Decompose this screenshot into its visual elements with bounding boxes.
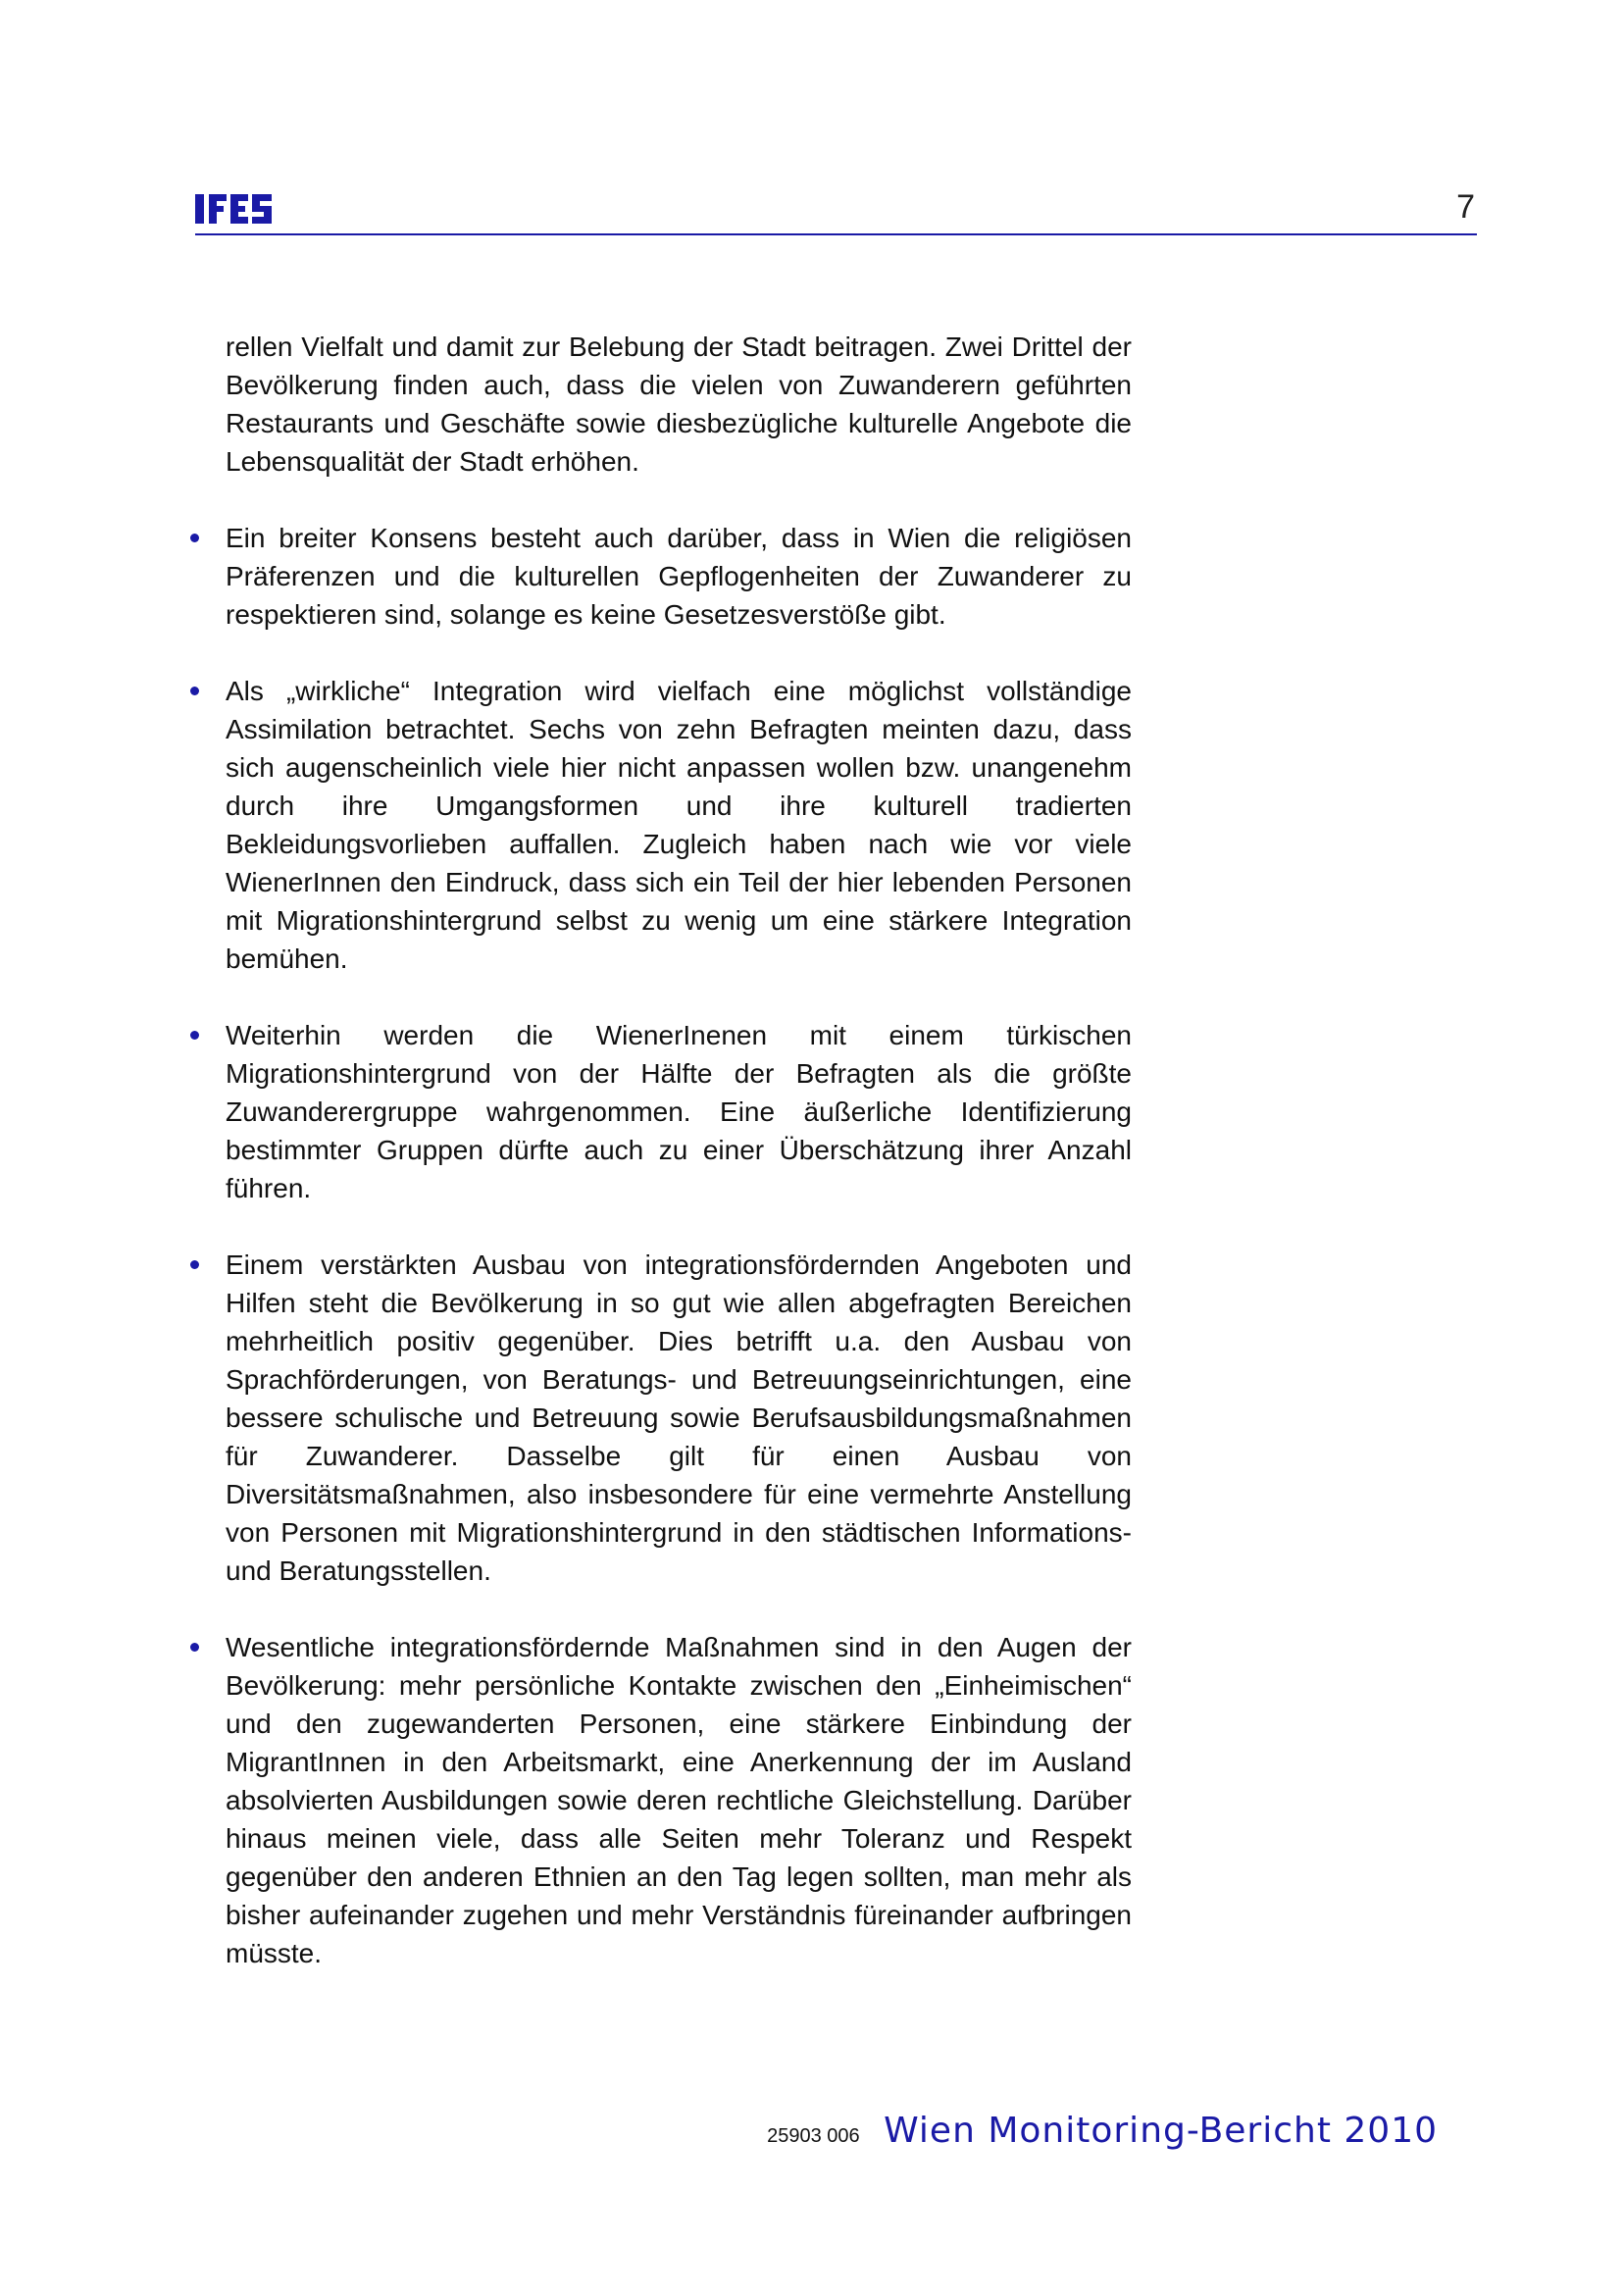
bullet-text: Wesentliche integrationsfördernde Maßnahmen sind in den Augen der Bevölkerung: mehr persönliche Kontakte zwischen den „Einheimischen“ und den zugewanderten Personen, eine stärkere Einbindung der MigrantInnen in den Arbeitsmarkt, eine Anerkennung der im Ausland absolvierten Ausbildungen sowie deren rechtliche Gleichstellung. Darüber hinaus meinen viele, dass alle Seiten mehr Toleranz und Respekt gegenüber den anderen Ethnien an den Tag legen sollten, man mehr als bisher aufeinander zugehen und mehr Verständnis füreinander aufbringen müsste. (226, 1632, 1132, 1968)
bullet-item (226, 1016, 1132, 1207)
bullet-item (226, 1246, 1132, 1590)
bullet-item (226, 519, 1132, 634)
bullet-text: Als „wirkliche“ Integration wird vielfach eine möglichst vollständige Assimilation betrachtet. Sechs von zehn Befragten meinten dazu, dass sich augenscheinlich viele hier nicht anpassen wollen bzw. unangenehm durch ihre Umgangsformen und ihre kulturell tradierten Bekleidungsvorlieben auffallen. Zugleich haben nach wie vor viele WienerInnen den Eindruck, dass sich ein Teil der hier lebenden Personen mit Migrationshintergrund selbst zu wenig um eine stärkere Integration bemühen. (226, 676, 1132, 974)
page-header (195, 188, 1477, 235)
bullet-icon (190, 1260, 199, 1269)
bullet-text: Einem verstärkten Ausbau von integrationsfördernden Angeboten und Hilfen steht die Bevölkerung in so gut wie allen abgefragten Bereichen mehrheitlich positiv gegenüber. Dies betrifft u.a. den Ausbau von Sprachförderungen, von Beratungs- und Betreuungseinrichtungen, eine bessere schulische und Betreuung sowie Berufsausbildungsmaßnahmen für Zuwanderer. Dasselbe gilt für einen Ausbau von Diversitätsmaßnahmen, also insbesondere für eine vermehrte Anstellung von Personen mit Migrationshintergrund in den städtischen Informations- und Beratungsstellen. (226, 1249, 1132, 1586)
bullet-item (226, 1628, 1132, 1972)
bullet-text: Ein breiter Konsens besteht auch darüber, dass in Wien die religiösen Präferenzen und die kulturellen Gepflogenheiten der Zuwanderer zu respektieren sind, solange es keine Gesetzesverstöße gibt. (226, 523, 1132, 630)
bullet-text: Weiterhin werden die WienerInenen mit einem türkischen Migrationshintergrund von der Hälfte der Befragten als die größte Zuwanderergruppe wahrgenommen. Eine äußerliche Identifizierung bestimmter Gruppen dürfte auch zu einer Überschätzung ihrer Anzahl führen. (226, 1020, 1132, 1203)
bullet-icon (190, 687, 199, 695)
body-text (226, 328, 1132, 2011)
page-number: 7 (1456, 188, 1475, 226)
bullet-icon (190, 1031, 199, 1040)
report-title: Wien Monitoring-Bericht 2010 (884, 2111, 1438, 2151)
bullet-icon (190, 534, 199, 542)
ifes-logo (195, 192, 274, 226)
bullet-icon (190, 1643, 199, 1652)
report-code: 25903 006 (767, 2125, 860, 2147)
page-footer (0, 2111, 1438, 2151)
intro-paragraph: rellen Vielfalt und damit zur Belebung der Stadt beitragen. Zwei Drittel der Bevölkerung finden auch, dass die vielen von Zuwanderern geführten Restaurants und Geschäfte sowie diesbezügliche kulturelle Angebote die Lebensqualität der Stadt erhöhen. (226, 331, 1132, 477)
bullet-item (226, 672, 1132, 978)
